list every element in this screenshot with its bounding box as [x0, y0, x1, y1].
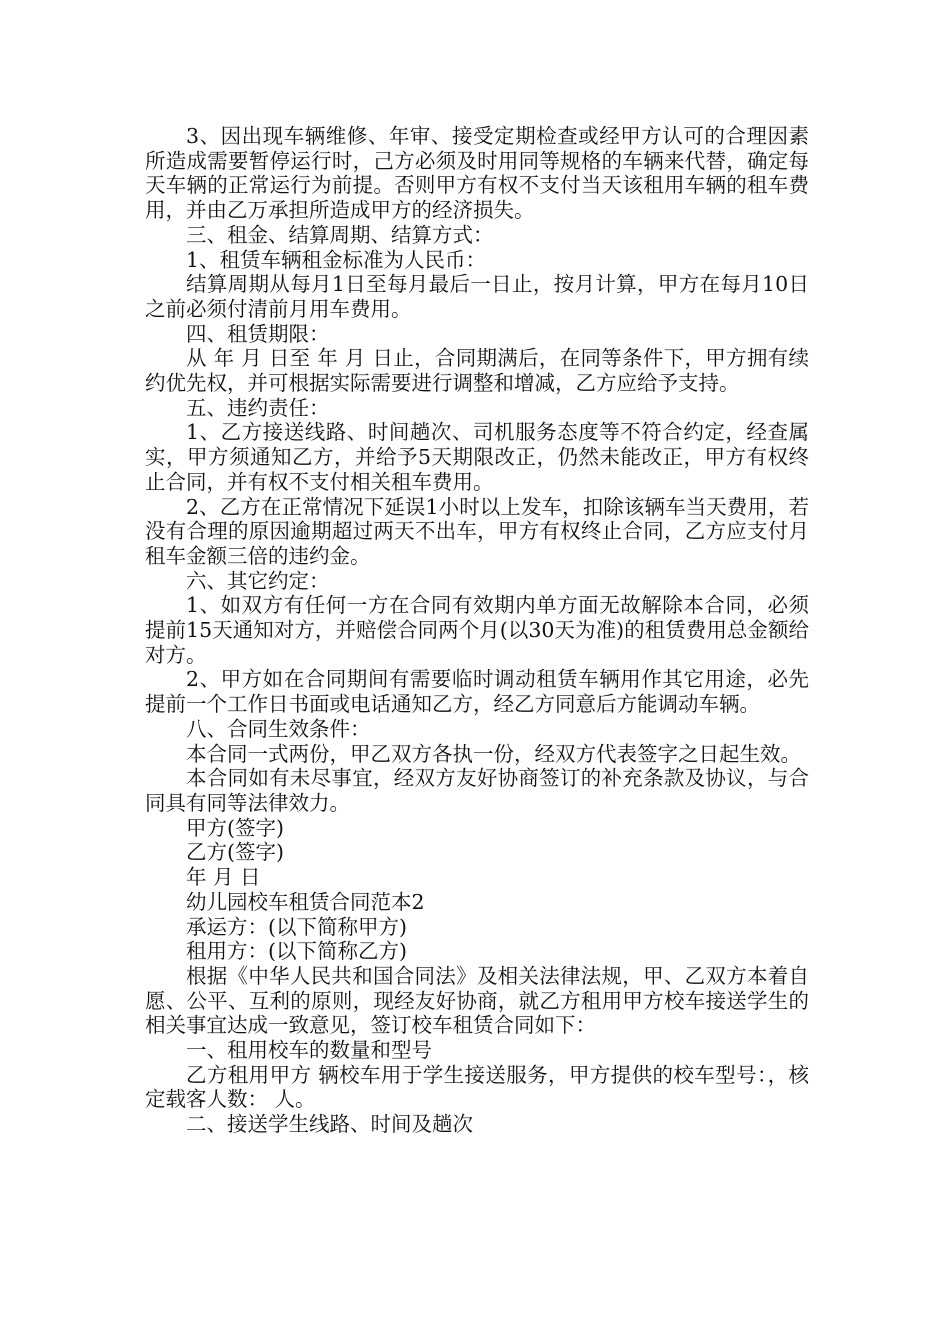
carrier-party: 承运方：(以下简称甲方)	[186, 914, 407, 939]
clause-breach-1: 1、乙方接送线路、时间趟次、司机服务态度等不符合约定，经查属实，甲方须通知乙方，并给予5天期限改正，仍然未能改正，甲方有权终止合同，并有权不支付相关租车费用。	[145, 420, 809, 494]
clause-effective-1: 本合同一式两份，甲乙双方各执一份，经双方代表签字之日起生效。	[186, 741, 801, 766]
clause-3-vehicle-replacement: 3、因出现车辆维修、年审、接受定期检查或经甲方认可的合理因素所造成需要暂停运行时，己方必须及时用同等规格的车辆来代替，确定每天车辆的正常运行为前提。否则甲方有权不支付当天该租用车辆的租车费用，并由乙万承担所造成甲方的经济损失。	[145, 124, 809, 223]
clause-lease-term: 从 年 月 日至 年 月 日止，合同期满后，在同等条件下，甲方拥有续约优先权，并可根据实际需要进行调整和增减，乙方应给予支持。	[145, 346, 809, 396]
heading-rent-settlement: 三、租金、结算周期、结算方式：	[186, 222, 494, 247]
heading-effective-conditions: 八、合同生效条件：	[186, 716, 371, 741]
clause-settlement-period: 结算周期从每月1日至每月最后一日止，按月计算，甲方在每月10日之前必须付清前月用车费用。	[145, 272, 809, 321]
document-body	[145, 124, 809, 1137]
section2-title: 幼儿园校车租赁合同范本2	[186, 889, 425, 914]
clause-other-1: 1、如双方有任何一方在合同有效期内单方面无故解除本合同，必须提前15天通知对方，并赔偿合同两个月(以30天为准)的租赁费用总金额给对方。	[145, 593, 809, 667]
heading-routes-times: 二、接送学生线路、时间及趟次	[186, 1112, 473, 1137]
clause-other-2: 2、甲方如在合同期间有需要临时调动租赁车辆用作其它用途，必先提前一个工作日书面或电话通知乙方，经乙方同意后方能调动车辆。	[145, 667, 809, 717]
lessee-party: 租用方：(以下简称乙方)	[186, 939, 407, 964]
heading-breach-liability: 五、违约责任：	[186, 395, 330, 420]
clause-effective-2: 本合同如有未尽事宜，经双方友好协商签订的补充条款及协议，与合同具有同等法律效力。	[145, 766, 809, 815]
heading-lease-term: 四、租赁期限：	[186, 321, 330, 346]
section2-preamble: 根据《中华人民共和国合同法》及相关法律法规，甲、乙双方本着自愿、公平、互利的原则，现经友好协商，就乙方租用甲方校车接送学生的相关事宜达成一致意见，签订校车租赁合同如下：	[145, 963, 809, 1038]
signature-date: 年 月 日	[186, 865, 261, 890]
signature-party-b: 乙方(签字)	[186, 840, 284, 865]
heading-other-terms: 六、其它约定：	[186, 568, 330, 593]
signature-party-a: 甲方(签字)	[186, 815, 284, 840]
clause-bus-quantity-model: 乙方租用甲方 辆校车用于学生接送服务，甲方提供的校车型号：，核定载客人数： 人。	[145, 1062, 809, 1112]
clause-rent-standard: 1、租赁车辆租金标准为人民币：	[186, 247, 487, 272]
clause-breach-2: 2、乙方在正常情况下延误1小时以上发车，扣除该辆车当天费用，若没有合理的原因逾期超过两天不出车，甲方有权终止合同，乙方应支付月租车金额三倍的违约金。	[145, 494, 809, 568]
heading-bus-quantity-model: 一、租用校车的数量和型号	[186, 1038, 432, 1063]
